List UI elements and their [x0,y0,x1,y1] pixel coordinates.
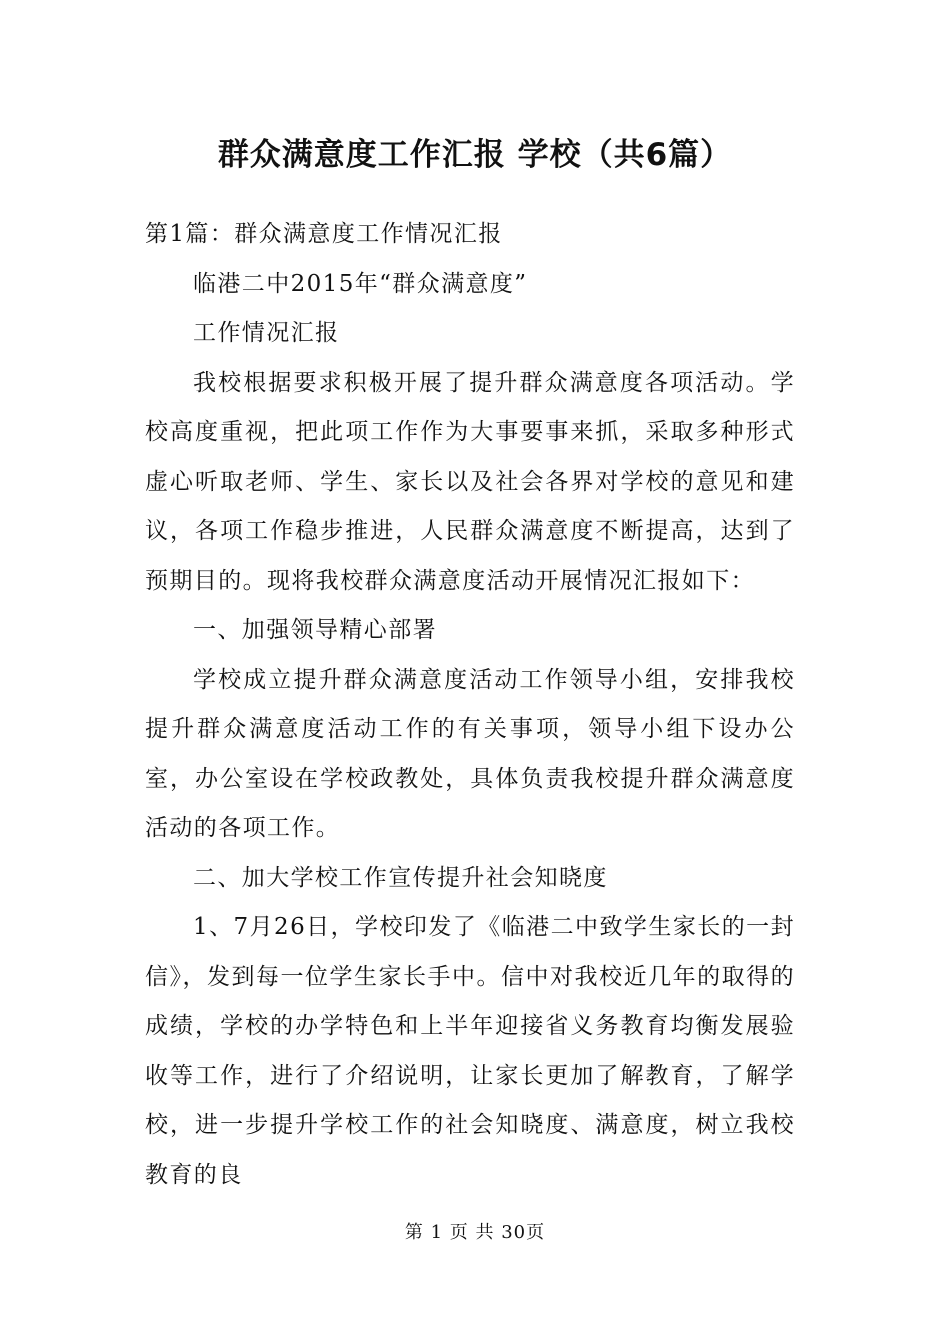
page-number-footer: 第 1 页 共 30页 [404,1222,546,1243]
document-title: 群众满意度工作汇报 学校（共6篇） [217,137,733,173]
section-heading: 一、加强领导精心部署 [193,617,437,643]
paragraph-heading: 第1篇：群众满意度工作情况汇报 [145,221,503,247]
document-body [145,210,795,1200]
section-heading: 二、加大学校工作宣传提升社会知晓度 [193,864,608,891]
paragraph: 工作情况汇报 [193,320,340,346]
paragraph: 1、7月26日，学校印发了《临港二中致学生家长的一封信》，发到每一位学生家长手中。信中对我校近几年的取得的成绩，学校的办学特色和上半年迎接省义务教育均衡发展验收等工作，进行了介绍说明，让家长更加了解教育，了解学校，进一步提升学校工作的社会知晓度、满意度，树立我校教育的良 [145,914,795,1188]
paragraph: 临港二中2015年“群众满意度” [193,270,528,297]
paragraph: 学校成立提升群众满意度活动工作领导小组，安排我校提升群众满意度活动工作的有关事项，领导小组下设办公室，办公室设在学校政教处，具体负责我校提升群众满意度活动的各项工作。 [145,666,795,841]
paragraph: 我校根据要求积极开展了提升群众满意度各项活动。学校高度重视，把此项工作作为大事要事来抓，采取多种形式虚心听取老师、学生、家长以及社会各界对学校的意见和建议，各项工作稳步推进，人民群众满意度不断提高，达到了预期目的。现将我校群众满意度活动开展情况汇报如下： [145,369,795,594]
